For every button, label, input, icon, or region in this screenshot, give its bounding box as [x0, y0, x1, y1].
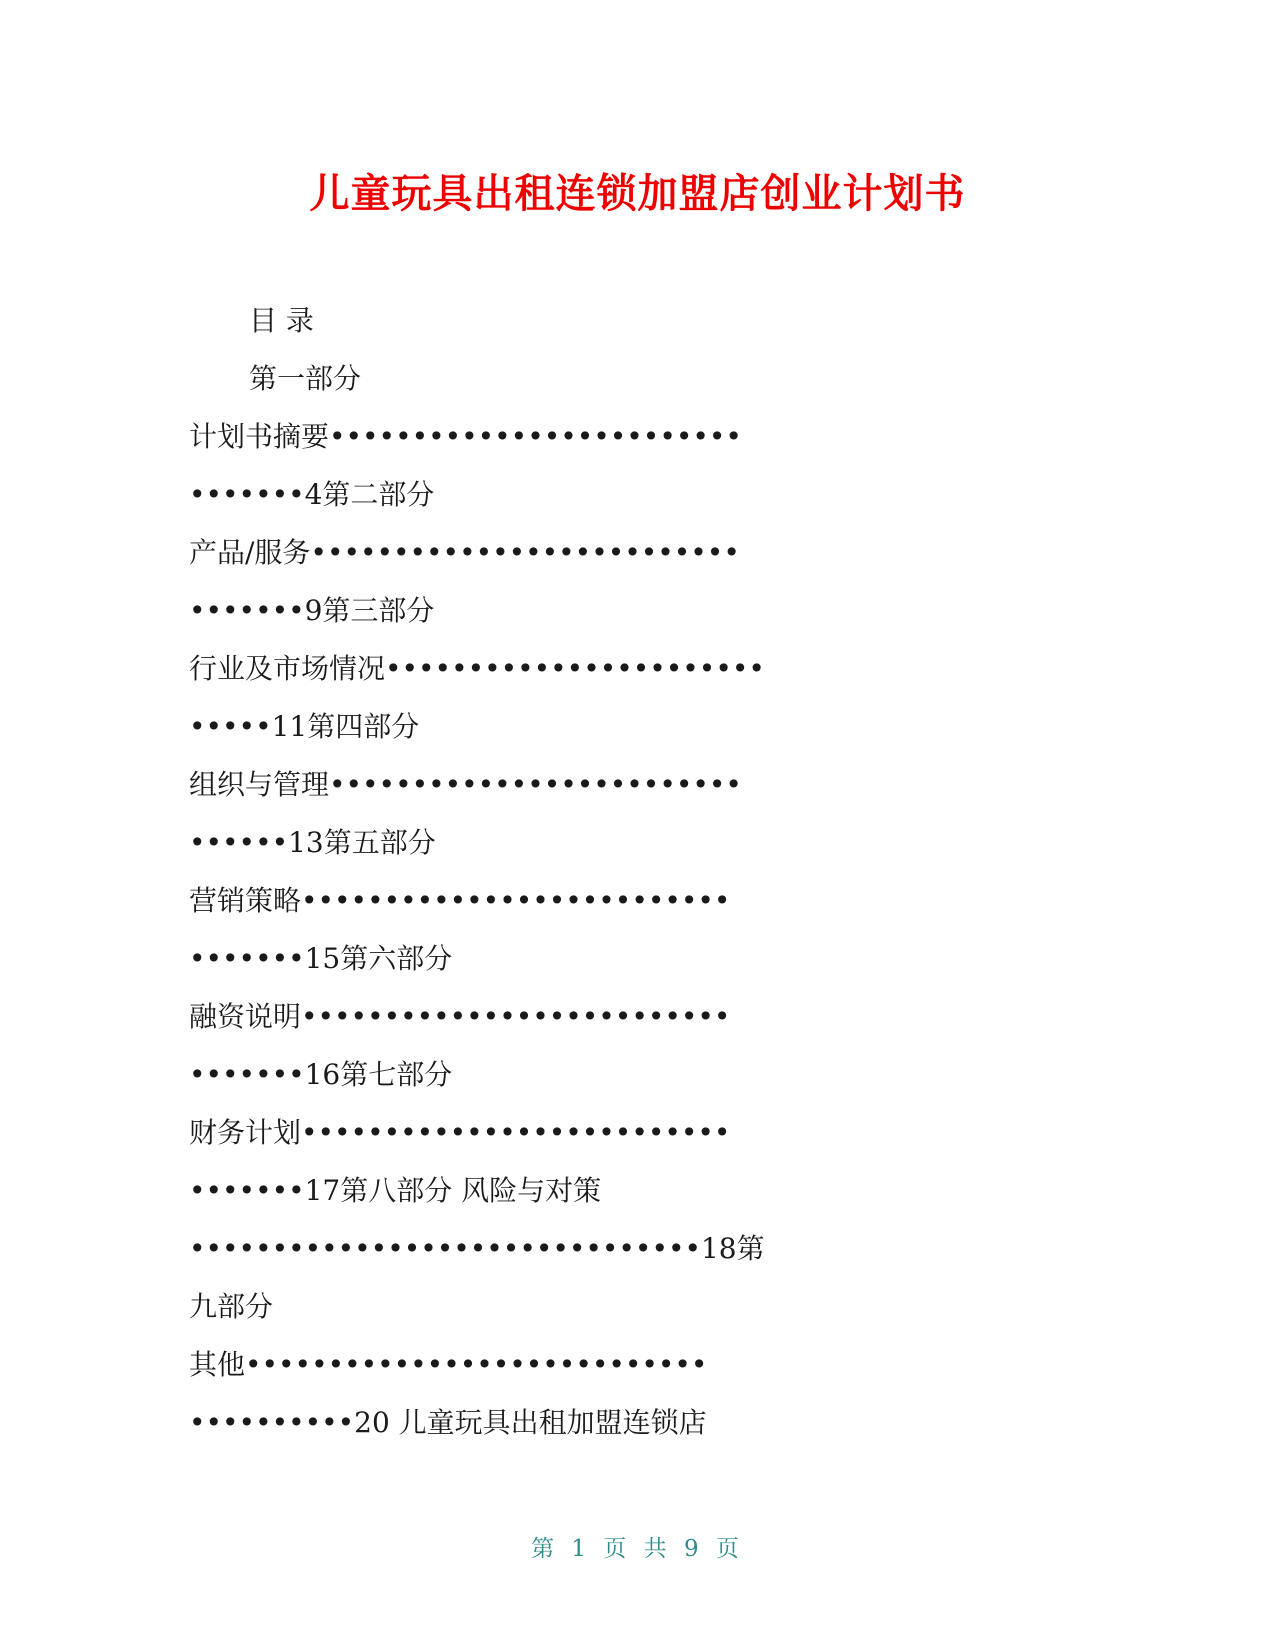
toc-line: 其他•••••••••••••••••••••••••••• [189, 1348, 708, 1381]
toc-heading: 目 录 [249, 304, 314, 337]
toc-line: •••••11第四部分 [189, 710, 420, 743]
toc-line: •••••••17第八部分 风险与对策 [189, 1174, 602, 1207]
toc-line: 营销策略•••••••••••••••••••••••••• [189, 884, 731, 917]
toc-line: 第一部分 [249, 362, 362, 395]
toc-line: ••••••13第五部分 [189, 826, 436, 859]
toc-line: 融资说明•••••••••••••••••••••••••• [189, 1000, 731, 1033]
toc-line: •••••••15第六部分 [189, 942, 453, 975]
page-number-footer: 第 1 页 共 9 页 [531, 1536, 744, 1562]
toc-line: 产品/服务•••••••••••••••••••••••••• [189, 536, 740, 569]
toc-line: 九部分 [189, 1290, 274, 1323]
toc-line: 计划书摘要••••••••••••••••••••••••• [189, 420, 742, 453]
toc-line: •••••••9第三部分 [189, 594, 435, 627]
toc-line: 组织与管理••••••••••••••••••••••••• [189, 768, 742, 801]
toc-line: •••••••16第七部分 [189, 1058, 453, 1091]
toc-line: •••••••4第二部分 [189, 478, 435, 511]
document-title: 儿童玩具出租连锁加盟店创业计划书 [309, 171, 966, 217]
toc-line: 行业及市场情况••••••••••••••••••••••• [189, 652, 765, 685]
toc-line: •••••••••••••••••••••••••••••••18第 [189, 1232, 765, 1265]
toc-line: 财务计划•••••••••••••••••••••••••• [189, 1116, 731, 1149]
toc-line: ••••••••••20 儿童玩具出租加盟连锁店 [189, 1406, 707, 1439]
